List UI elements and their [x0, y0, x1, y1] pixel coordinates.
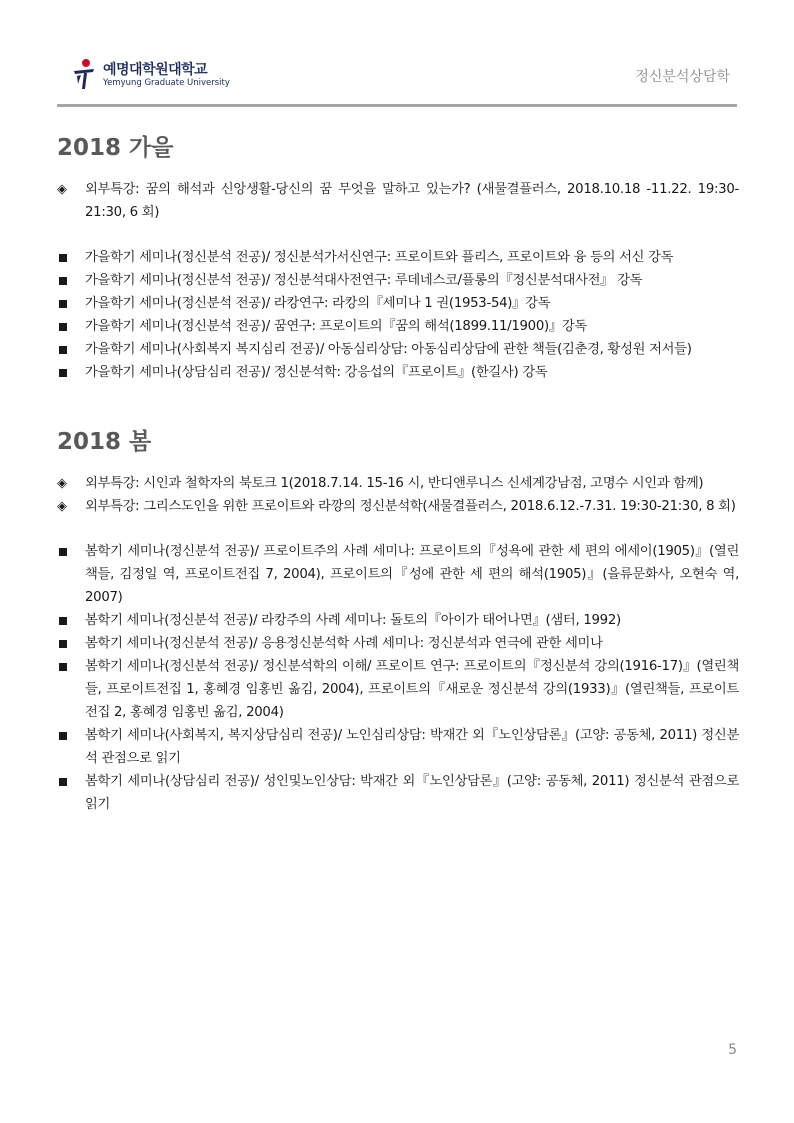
square-bullet-icon: [57, 770, 77, 794]
list-item: [57, 655, 739, 724]
list-item-text: 가을학기 세미나(정신분석 전공)/ 정신분석가서신연구: 프로이트와 플리스, 프로이트와 융 등의 서신 강독: [85, 250, 674, 265]
list-item-text: 가을학기 세미나(정신분석 전공)/ 라캉연구: 라캉의『세미나 1 권(1953-54)』강독: [85, 296, 551, 311]
department-name: 정신분석상담학: [635, 69, 730, 85]
list-item-text: 봄학기 세미나(정신분석 전공)/ 프로이트주의 사례 세미나: 프로이트의『성욕에 관한 세 편의 에세이(1905)』(열린책들, 김정일 역, 프로이트전집 7, 2004), 프로이트의『성에 관한 세 편의 해석(1905)』(을류문화사, 오현숙 역, 2007): [85, 544, 739, 605]
university-logo: [72, 58, 272, 92]
section-title: 2018 가을: [57, 135, 174, 161]
list-item: [57, 770, 739, 816]
diamond-bullet-icon: ◈: [57, 476, 67, 491]
square-bullet-icon: [57, 632, 77, 656]
header-divider: [57, 104, 737, 107]
list-item-text: 가을학기 세미나(사회복지 복지심리 전공)/ 아동심리상담: 아동심리상담에 관한 책들(김춘경, 황성원 저서들): [85, 342, 692, 357]
square-bullet-icon: [57, 269, 77, 293]
page-number: 5: [728, 1042, 737, 1058]
list-item: [57, 540, 739, 609]
seminar-list: [57, 246, 739, 384]
list-item-text: 봄학기 세미나(정신분석 전공)/ 정신분석학의 이해/ 프로이트 연구: 프로이트의『정신분석 강의(1916-17)』(열린책들, 프로이트전집 1, 홍혜경 임홍빈 옮김, 2004), 프로이트의『새로운 정신분석 강의(1933)』(열린책들, 프로이트전집 2, 홍혜경 임홍빈 옮김, 2004): [85, 659, 739, 720]
list-item: [57, 495, 739, 518]
list-item: [57, 315, 739, 338]
university-emblem-icon: [72, 58, 96, 90]
square-bullet-icon: [57, 315, 77, 339]
main-content: [57, 128, 739, 816]
list-item-text: 외부특강: 꿈의 해석과 신앙생활-당신의 꿈 무엇을 말하고 있는가? (새물결플러스, 2018.10.18 -11.22. 19:30-21:30, 6 회): [85, 182, 739, 220]
list-item: [57, 246, 739, 269]
list-item-text: 봄학기 세미나(정신분석 전공)/ 라캉주의 사례 세미나: 돌토의『아이가 태어나면』(샘터, 1992): [85, 613, 621, 628]
list-item-text: 가을학기 세미나(정신분석 전공)/ 꿈연구: 프로이트의『꿈의 해석(1899.11/1900)』강독: [85, 319, 587, 334]
list-item: [57, 269, 739, 292]
lecture-list: [57, 178, 739, 224]
square-bullet-icon: [57, 724, 77, 748]
list-item-text: 봄학기 세미나(사회복지, 복지상담심리 전공)/ 노인심리상담: 박재간 외『노인상담론』(고양: 공동체, 2011) 정신분석 관점으로 읽기: [85, 728, 739, 766]
diamond-bullet-icon: ◈: [57, 182, 67, 197]
list-item-text: 가을학기 세미나(상담심리 전공)/ 정신분석학: 강응섭의『프로이트』(한길사) 강독: [85, 365, 548, 380]
logo-subtitle: Yemyung Graduate University: [103, 78, 230, 88]
list-item: [57, 178, 739, 224]
square-bullet-icon: [57, 655, 77, 679]
list-item-text: 외부특강: 그리스도인을 위한 프로이트와 라깡의 정신분석학(새물결플러스, 2018.6.12.-7.31. 19:30-21:30, 8 회): [85, 499, 736, 514]
diamond-bullet-icon: ◈: [57, 499, 67, 514]
list-item-text: 봄학기 세미나(정신분석 전공)/ 응용정신분석학 사례 세미나: 정신분석과 연극에 관한 세미나: [85, 636, 603, 651]
lecture-list: [57, 472, 739, 518]
list-item: [57, 724, 739, 770]
square-bullet-icon: [57, 540, 77, 564]
square-bullet-icon: [57, 609, 77, 633]
list-item: [57, 632, 739, 655]
square-bullet-icon: [57, 292, 77, 316]
page-header: [0, 0, 794, 110]
list-item: [57, 472, 739, 495]
list-item: [57, 609, 739, 632]
list-item: [57, 361, 739, 384]
square-bullet-icon: [57, 361, 77, 385]
square-bullet-icon: [57, 246, 77, 270]
list-item-text: 봄학기 세미나(상담심리 전공)/ 성인및노인상담: 박재간 외『노인상담론』(고양: 공동체, 2011) 정신분석 관점으로 읽기: [85, 774, 739, 812]
seminar-list: [57, 540, 739, 816]
list-item: [57, 338, 739, 361]
list-item-text: 외부특강: 시인과 철학자의 북토크 1(2018.7.14. 15-16 시, 반디앤루니스 신세계강남점, 고명수 시인과 함께): [85, 476, 704, 491]
section-title: 2018 봄: [57, 429, 152, 455]
list-item-text: 가을학기 세미나(정신분석 전공)/ 정신분석대사전연구: 루데네스코/플롱의『정신분석대사전』 강독: [85, 273, 643, 288]
list-item: [57, 292, 739, 315]
square-bullet-icon: [57, 338, 77, 362]
logo-name: 예명대학원대학교: [103, 62, 208, 78]
